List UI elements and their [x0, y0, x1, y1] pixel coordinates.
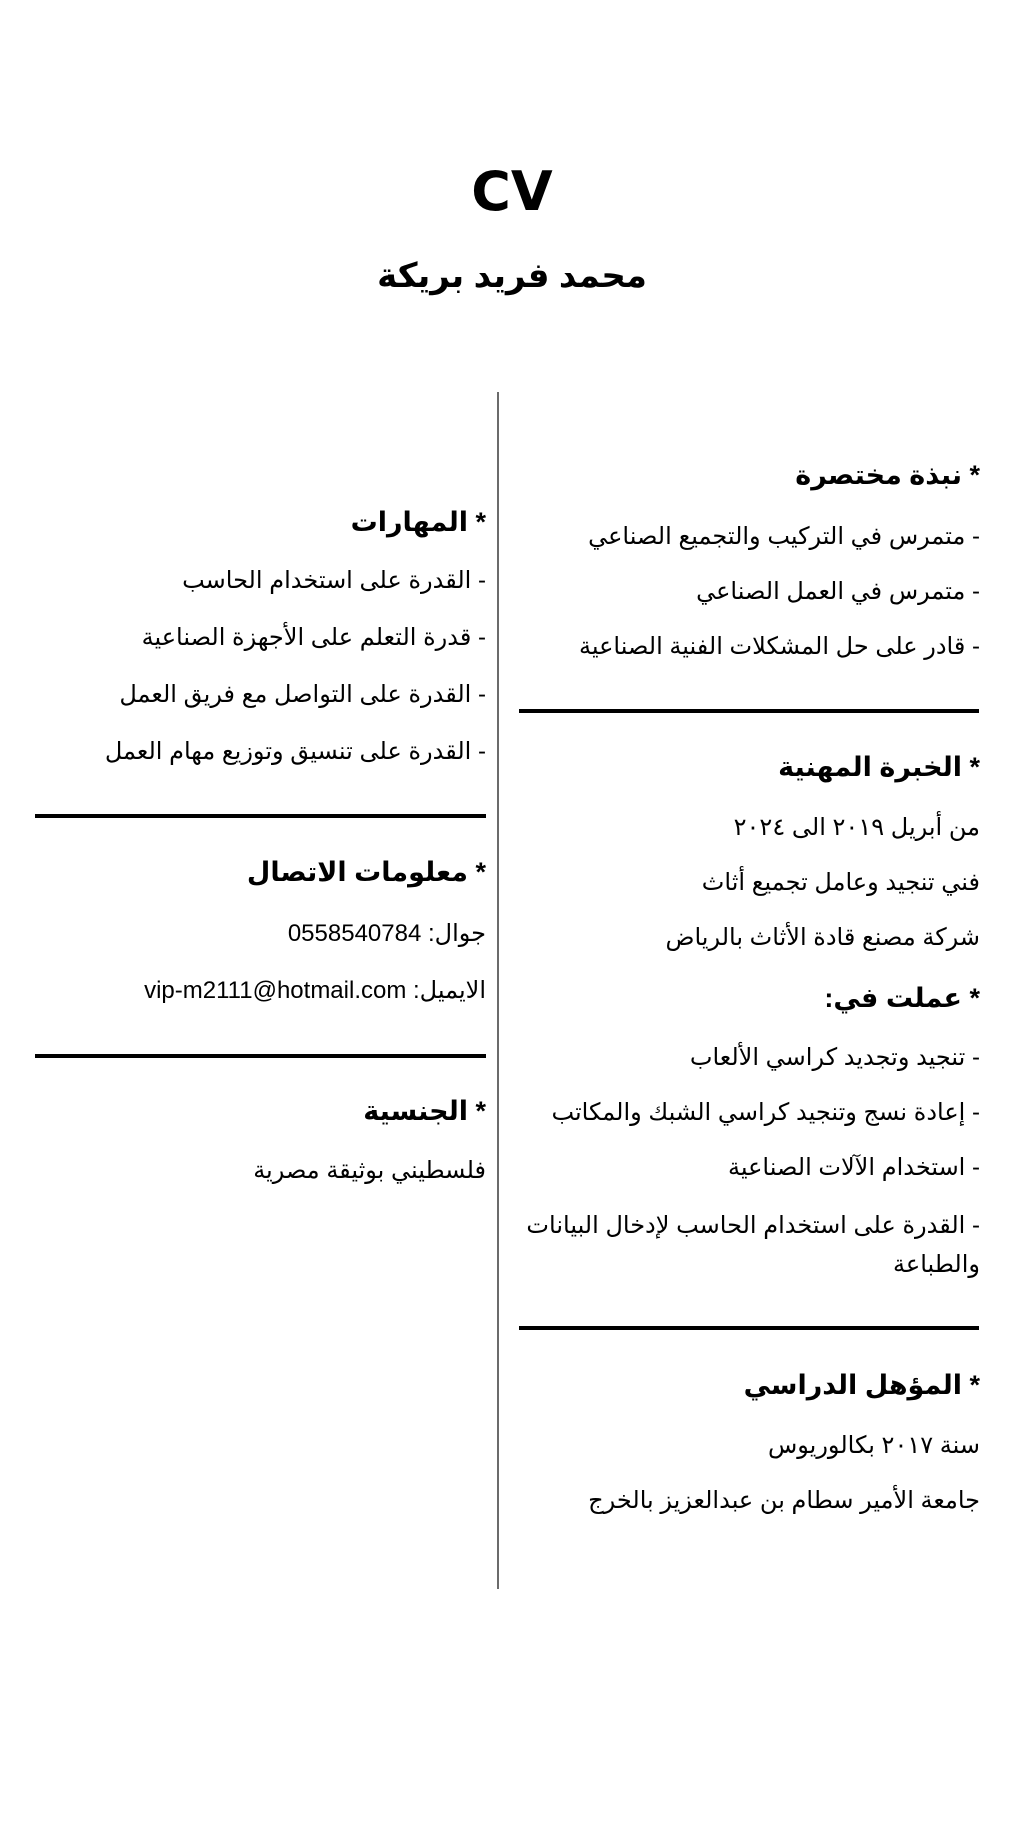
nationality-heading: * الجنسية — [363, 1096, 486, 1126]
contact-phone-row — [26, 918, 486, 950]
experience-task: - إعادة نسج وتنجيد كراسي الشبك والمكاتب — [551, 1099, 980, 1126]
worked-in-heading: * عملت في: — [824, 983, 980, 1013]
summary-item: - متمرس في العمل الصناعي — [696, 578, 980, 605]
person-name: محمد فريد بريكة — [377, 257, 647, 295]
email-value[interactable]: vip-m2111@hotmail.com — [144, 977, 407, 1004]
contact-email-row — [26, 975, 486, 1007]
skill-item: - القدرة على استخدام الحاسب — [182, 567, 486, 594]
skills-heading: * المهارات — [350, 507, 486, 537]
skill-item: - القدرة على التواصل مع فريق العمل — [119, 681, 486, 708]
email-label: الايميل: — [413, 977, 486, 1004]
section-rule — [35, 1054, 486, 1058]
summary-item: - قادر على حل المشكلات الفنية الصناعية — [578, 633, 980, 660]
section-rule — [519, 1326, 979, 1330]
summary-item: - متمرس في التركيب والتجميع الصناعي — [588, 523, 980, 550]
experience-heading: * الخبرة المهنية — [778, 752, 980, 782]
skill-item: - القدرة على تنسيق وتوزيع مهام العمل — [104, 738, 486, 765]
education-university: جامعة الأمير سطام بن عبدالعزيز بالخرج — [588, 1487, 980, 1514]
phone-label: جوال: — [427, 920, 486, 947]
phone-value[interactable]: 0558540784 — [287, 920, 422, 947]
education-year-degree: سنة ٢٠١٧ بكالوريوس — [767, 1432, 980, 1459]
summary-heading: * نبذة مختصرة — [795, 460, 980, 490]
experience-role: فني تنجيد وعامل تجميع أثاث — [701, 869, 980, 896]
section-rule — [35, 814, 486, 818]
experience-period: من أبريل ٢٠١٩ الى ٢٠٢٤ — [733, 814, 980, 841]
experience-task: - تنجيد وتجديد كراسي الألعاب — [689, 1044, 980, 1071]
experience-task: - استخدام الآلات الصناعية — [727, 1154, 980, 1181]
skill-item: - قدرة التعلم على الأجهزة الصناعية — [141, 624, 486, 651]
education-heading: * المؤهل الدراسي — [743, 1370, 980, 1400]
nationality-value: فلسطيني بوثيقة مصرية — [253, 1157, 486, 1184]
experience-company: شركة مصنع قادة الأثاث بالرياض — [665, 924, 980, 951]
section-rule — [519, 709, 979, 713]
experience-task: - القدرة على استخدام الحاسب لإدخال البيانات — [526, 1212, 980, 1239]
contact-heading: * معلومات الاتصال — [246, 857, 486, 887]
cv-title: CV — [471, 160, 553, 223]
experience-task-continued: والطباعة — [893, 1251, 980, 1278]
column-divider — [497, 392, 499, 1589]
